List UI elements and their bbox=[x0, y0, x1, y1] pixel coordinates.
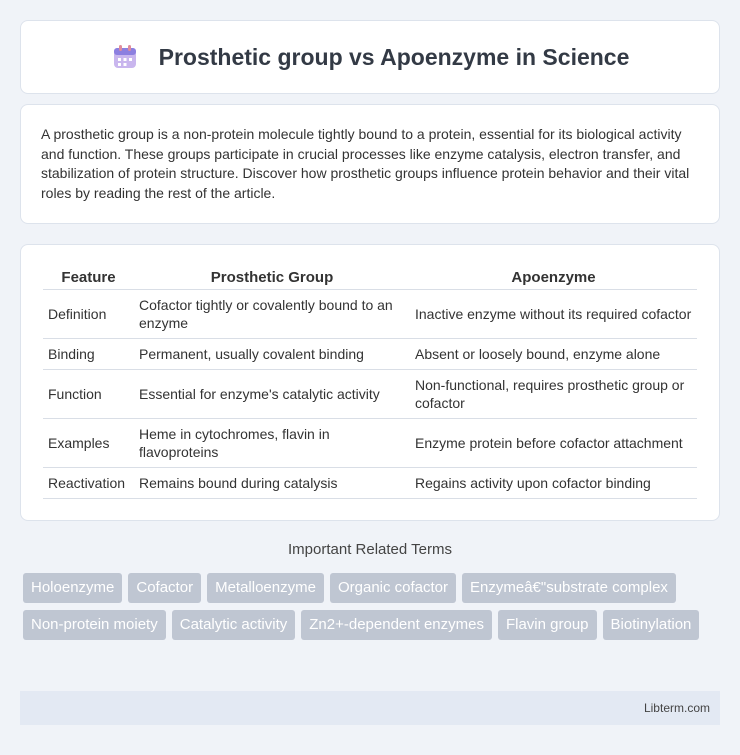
table-cell: Remains bound during catalysis bbox=[134, 468, 410, 499]
intro-text: A prosthetic group is a non-protein molecule tightly bound to a protein, essential for its biological activity and function. These groups participate in crucial processes like enzyme catalysis, electron transfer, and stabilization of protein structure. Discover how prosthetic groups influence protein behavior and their vital roles by reading the rest of the article. bbox=[41, 126, 690, 201]
table-row bbox=[43, 468, 697, 499]
table-cell: Reactivation bbox=[43, 468, 134, 499]
table-cell: Definition bbox=[43, 290, 134, 339]
related-term-tag[interactable]: Biotinylation bbox=[603, 610, 700, 640]
table-header-row bbox=[43, 263, 697, 290]
column-header-prosthetic-group: Prosthetic Group bbox=[134, 263, 410, 290]
table-cell: Binding bbox=[43, 339, 134, 370]
related-term-tag[interactable]: Metalloenzyme bbox=[207, 573, 324, 603]
table-cell: Regains activity upon cofactor binding bbox=[410, 468, 697, 499]
related-term-tag[interactable]: Catalytic activity bbox=[172, 610, 296, 640]
table-row bbox=[43, 370, 697, 419]
table-cell: Essential for enzyme's catalytic activity bbox=[134, 370, 410, 419]
related-term-tag[interactable]: Flavin group bbox=[498, 610, 597, 640]
related-term-tag[interactable]: Zn2+-dependent enzymes bbox=[301, 610, 492, 640]
table-row bbox=[43, 419, 697, 468]
related-terms-title: Important Related Terms bbox=[288, 541, 452, 558]
table-cell: Inactive enzyme without its required cofactor bbox=[410, 290, 697, 339]
table-row bbox=[43, 339, 697, 370]
column-header-feature: Feature bbox=[43, 263, 134, 290]
footer bbox=[20, 691, 720, 725]
intro-card bbox=[20, 104, 720, 224]
table-cell: Absent or loosely bound, enzyme alone bbox=[410, 339, 697, 370]
table-cell: Permanent, usually covalent binding bbox=[134, 339, 410, 370]
calendar-icon bbox=[111, 43, 139, 71]
comparison-table-card bbox=[20, 244, 720, 521]
related-term-tag[interactable]: Cofactor bbox=[128, 573, 201, 603]
page-title: Prosthetic group vs Apoenzyme in Science bbox=[158, 43, 630, 70]
footer-site-link[interactable]: Libterm.com bbox=[643, 701, 710, 715]
table-cell: Function bbox=[43, 370, 134, 419]
related-term-tag[interactable]: Holoenzyme bbox=[23, 573, 122, 603]
table-cell: Cofactor tightly or covalently bound to an enzyme bbox=[134, 290, 410, 339]
table-cell: Non-functional, requires prosthetic group or cofactor bbox=[410, 370, 697, 419]
header-card bbox=[20, 20, 720, 94]
table-row bbox=[43, 290, 697, 339]
column-header-apoenzyme: Apoenzyme bbox=[410, 263, 697, 290]
related-term-tag[interactable]: Organic cofactor bbox=[330, 573, 456, 603]
related-term-tag[interactable]: Enzymeâ€"substrate complex bbox=[462, 573, 676, 603]
related-term-tag[interactable]: Non-protein moiety bbox=[23, 610, 166, 640]
table-cell: Enzyme protein before cofactor attachment bbox=[410, 419, 697, 468]
table-cell: Heme in cytochromes, flavin in flavoproteins bbox=[134, 419, 410, 468]
table-cell: Examples bbox=[43, 419, 134, 468]
related-terms-list bbox=[23, 573, 723, 640]
comparison-table bbox=[43, 263, 697, 499]
